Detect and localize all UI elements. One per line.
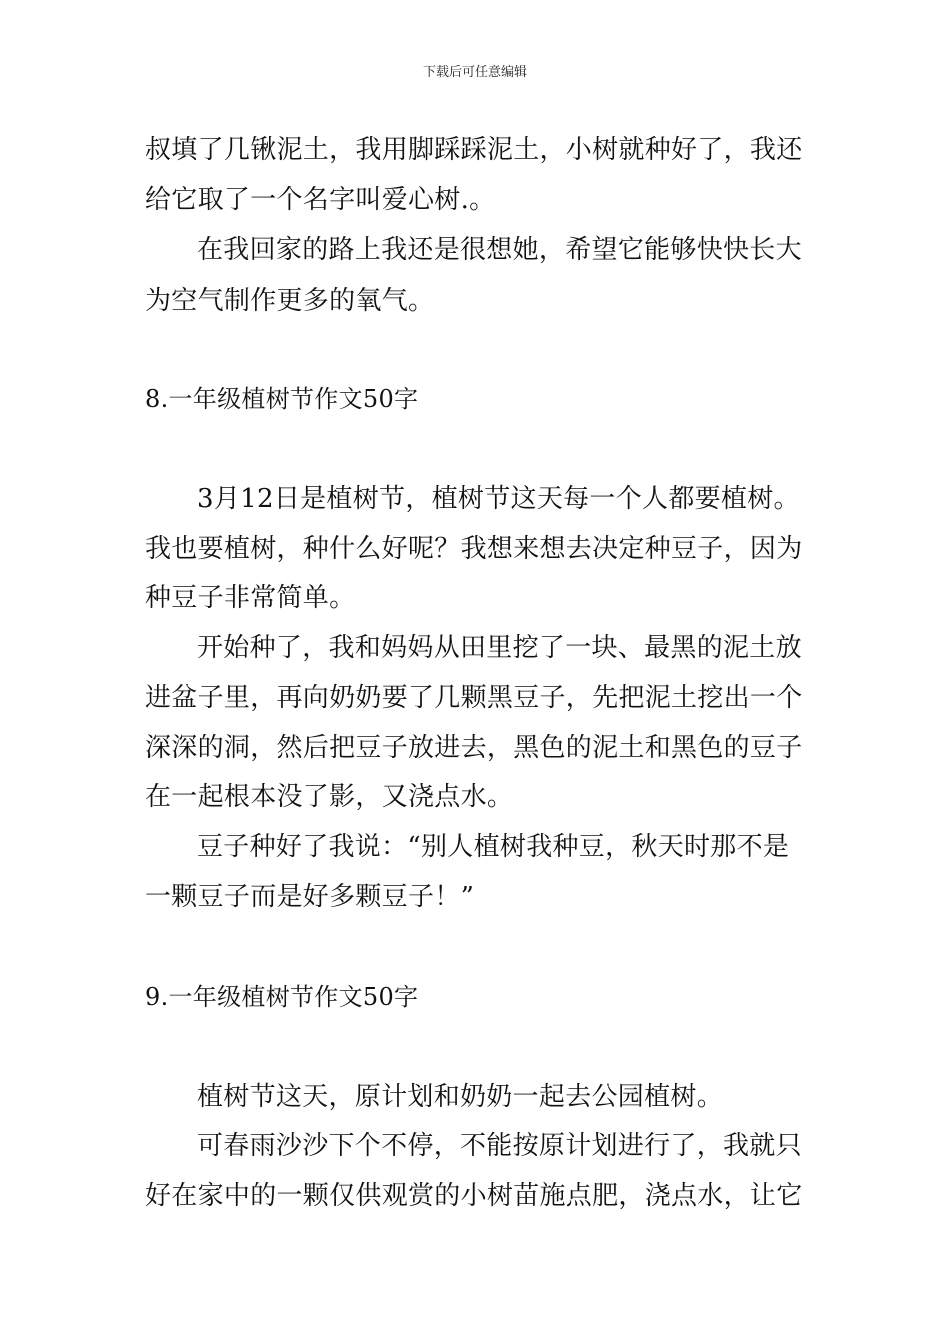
paragraph-line: 好在家中的一颗仅供观赏的小树苗施点肥，浇点水，让它: [145, 1181, 803, 1211]
paragraph-line: 在我回家的路上我还是很想她，希望它能够快快长大: [197, 235, 802, 265]
paragraph-line: 植树节这天，原计划和奶奶一起去公园植树。: [197, 1082, 724, 1112]
paragraph-line: 我也要植树，种什么好呢？我想来想去决定种豆子，因为: [145, 534, 803, 564]
section-heading: 9.一年级植树节作文50字: [145, 983, 419, 1011]
section-heading: 8.一年级植树节作文50字: [145, 385, 419, 413]
paragraph-line: 叔填了几锹泥土，我用脚踩踩泥土，小树就种好了，我还: [145, 135, 803, 165]
paragraph-line: 进盆子里，再向奶奶要了几颗黑豆子，先把泥土挖出一个: [145, 683, 803, 713]
paragraph-line: 在一起根本没了影，又浇点水。: [145, 782, 514, 812]
paragraph-line: 豆子种好了我说：“别人植树我种豆，秋天时那不是: [197, 832, 790, 862]
paragraph-line: 开始种了，我和妈妈从田里挖了一块、最黑的泥土放: [197, 633, 802, 663]
paragraph-line: 种豆子非常简单。: [145, 583, 356, 613]
paragraph-line: 为空气制作更多的氧气。: [145, 286, 435, 316]
paragraph-line: 3月12日是植树节，植树节这天每一个人都要植树。: [197, 484, 800, 514]
paragraph-line: 一颗豆子而是好多颗豆子！”: [145, 882, 475, 912]
paragraph-line: 给它取了一个名字叫爱心树.。: [145, 185, 496, 215]
paragraph-line: 深深的洞，然后把豆子放进去，黑色的泥土和黑色的豆子: [145, 733, 803, 763]
page-header: 下载后可任意编辑: [422, 65, 527, 80]
paragraph-line: 可春雨沙沙下个不停，不能按原计划进行了，我就只: [197, 1131, 802, 1161]
